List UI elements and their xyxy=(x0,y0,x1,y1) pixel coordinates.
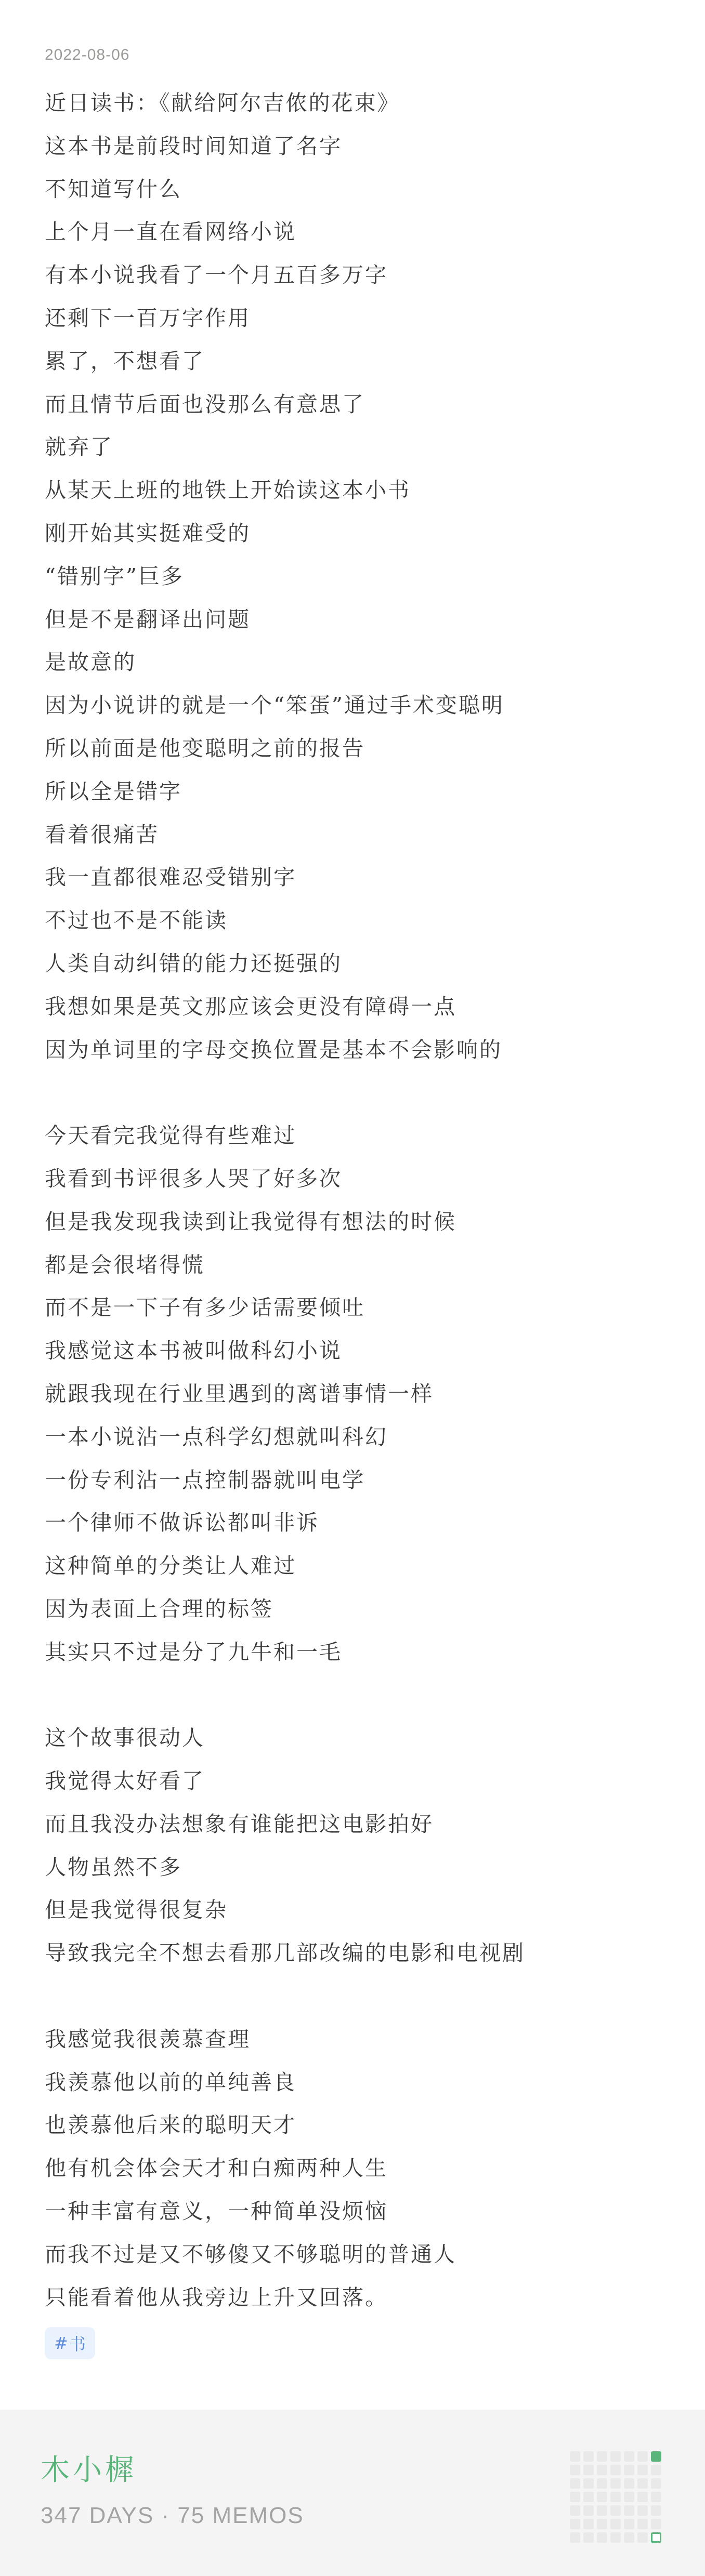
memo-line: 但是我觉得很复杂 xyxy=(45,1897,228,1923)
heatmap-cell xyxy=(637,2465,648,2475)
heatmap-cell xyxy=(583,2492,594,2502)
memo-line: 这个故事很动人 xyxy=(45,1725,205,1751)
memo-line: 我羡慕他以前的单纯善良 xyxy=(45,2069,296,2095)
memo-date: 2022-08-06 xyxy=(45,46,130,63)
memo-line: 不知道写什么 xyxy=(45,176,182,202)
memo-line: 我一直都很难忍受错别字 xyxy=(45,865,296,890)
heatmap-cell xyxy=(570,2465,580,2475)
memo-line: 而且情节后面也没那么有意思了 xyxy=(45,391,365,417)
memo-line xyxy=(45,1673,669,1716)
profile-footer xyxy=(0,2410,705,2576)
heatmap-cell xyxy=(597,2478,607,2489)
heatmap-cell xyxy=(624,2451,634,2462)
memo-line: 上个月一直在看网络小说 xyxy=(45,219,296,245)
memo-line: 有本小说我看了一个月五百多万字 xyxy=(45,262,388,288)
tag-hash: # xyxy=(54,2333,68,2353)
heatmap-cell xyxy=(637,2492,648,2502)
heatmap-cell xyxy=(651,2492,661,2502)
heatmap-cell xyxy=(624,2505,634,2516)
memo-line: 我想如果是英文那应该会更没有障碍一点 xyxy=(45,994,456,1019)
heatmap-cell xyxy=(597,2532,607,2543)
heatmap-cell xyxy=(597,2505,607,2516)
memo-line: 而不是一下子有多少话需要倾吐 xyxy=(45,1295,365,1320)
memo-line: 一份专利沾一点控制器就叫电学 xyxy=(45,1467,365,1492)
memo-line: 看着很痛苦 xyxy=(45,822,159,847)
heatmap-cell xyxy=(597,2465,607,2475)
heatmap-cell xyxy=(610,2478,621,2489)
memo-line: 也羡慕他后来的聪明天才 xyxy=(45,2112,296,2138)
memo-line: 这种简单的分类让人难过 xyxy=(45,1553,296,1579)
memo-content xyxy=(45,82,669,2319)
memo-line: 不过也不是不能读 xyxy=(45,908,228,933)
memo-line: 都是会很堵得慌 xyxy=(45,1252,205,1277)
heatmap-cell xyxy=(624,2532,634,2543)
memo-line: 刚开始其实挺难受的 xyxy=(45,520,251,546)
memo-line: 所以全是错字 xyxy=(45,778,182,804)
memo-line: 我感觉我很羡慕查理 xyxy=(45,2026,251,2052)
memo-line: 一个律师不做诉讼都叫非诉 xyxy=(45,1510,319,1536)
memo-line: 一本小说沾一点科学幻想就叫科幻 xyxy=(45,1424,388,1449)
memo-line: 他有机会体会天才和白痴两种人生 xyxy=(45,2156,388,2181)
heatmap-cell xyxy=(610,2532,621,2543)
memo-line: 就跟我现在行业里遇到的离谱事情一样 xyxy=(45,1381,434,1406)
memo-line: 所以前面是他变聪明之前的报告 xyxy=(45,735,365,761)
heatmap-cell xyxy=(610,2451,621,2462)
heatmap-cell xyxy=(651,2465,661,2475)
memo-line: 这本书是前段时间知道了名字 xyxy=(45,133,342,158)
heatmap-cell xyxy=(597,2492,607,2502)
memo-line: 但是不是翻译出问题 xyxy=(45,606,251,632)
memo-line: 其实只不过是分了九牛和一毛 xyxy=(45,1639,342,1665)
heatmap-cell xyxy=(651,2505,661,2516)
memo-line: 因为小说讲的就是一个“笨蛋”通过手术变聪明 xyxy=(45,693,504,718)
memo-line: 还剩下一百万字作用 xyxy=(45,305,251,331)
activity-heatmap xyxy=(570,2451,663,2545)
memo-line: 一种丰富有意义，一种简单没烦恼 xyxy=(45,2199,388,2224)
memo-line: 人类自动纠错的能力还挺强的 xyxy=(45,950,342,976)
memo-line: 只能看着他从我旁边上升又回落。 xyxy=(45,2284,388,2310)
heatmap-cell xyxy=(637,2478,648,2489)
heatmap-cell xyxy=(637,2505,648,2516)
heatmap-cell-today xyxy=(651,2532,661,2543)
heatmap-cell xyxy=(651,2478,661,2489)
user-name: 木小樨 xyxy=(41,2453,137,2487)
heatmap-cell xyxy=(624,2492,634,2502)
heatmap-cell xyxy=(597,2519,607,2529)
memo-line: 我看到书评很多人哭了好多次 xyxy=(45,1166,342,1191)
heatmap-cell xyxy=(597,2451,607,2462)
memo-line: 是故意的 xyxy=(45,650,136,675)
memo-line: 就弃了 xyxy=(45,434,113,460)
heatmap-cell xyxy=(637,2451,648,2462)
memo-line: 我感觉这本书被叫做科幻小说 xyxy=(45,1338,342,1364)
heatmap-cell xyxy=(583,2532,594,2543)
heatmap-cell xyxy=(610,2519,621,2529)
memo-line: 但是我发现我读到让我觉得有想法的时候 xyxy=(45,1209,456,1234)
memo-line: 人物虽然不多 xyxy=(45,1854,182,1880)
memo-line: 因为单词里的字母交换位置是基本不会影响的 xyxy=(45,1037,502,1062)
memo-line: “错别字”巨多 xyxy=(45,563,184,589)
heatmap-cell xyxy=(583,2451,594,2462)
heatmap-cell xyxy=(637,2519,648,2529)
heatmap-cell xyxy=(570,2492,580,2502)
heatmap-cell xyxy=(610,2505,621,2516)
memo-line: 而且我没办法想象有谁能把这电影拍好 xyxy=(45,1811,434,1837)
heatmap-cell xyxy=(583,2478,594,2489)
memo-line xyxy=(45,1975,669,2018)
tag-label: 书 xyxy=(69,2334,86,2354)
memo-line: 我觉得太好看了 xyxy=(45,1768,205,1794)
heatmap-cell xyxy=(583,2505,594,2516)
memo-line xyxy=(45,1071,669,1114)
memo-line: 而我不过是又不够傻又不够聪明的普通人 xyxy=(45,2241,456,2267)
heatmap-cell xyxy=(610,2465,621,2475)
heatmap-cell xyxy=(610,2492,621,2502)
heatmap-cell xyxy=(624,2478,634,2489)
heatmap-cell xyxy=(583,2519,594,2529)
memo-line: 累了，不想看了 xyxy=(45,348,205,374)
heatmap-cell xyxy=(651,2519,661,2529)
heatmap-cell xyxy=(624,2519,634,2529)
heatmap-cell xyxy=(570,2505,580,2516)
memo-line: 今天看完我觉得有些难过 xyxy=(45,1123,296,1148)
heatmap-cell xyxy=(651,2451,661,2462)
heatmap-cell xyxy=(624,2465,634,2475)
memo-line: 从某天上班的地铁上开始读这本小书 xyxy=(45,478,411,503)
memo-line: 近日读书：《献给阿尔吉侬的花束》 xyxy=(45,90,400,115)
heatmap-cell xyxy=(570,2478,580,2489)
heatmap-cell xyxy=(570,2532,580,2543)
memo-stats: 347 DAYS · 75 MEMOS xyxy=(41,2503,304,2528)
heatmap-cell xyxy=(570,2519,580,2529)
tag-book[interactable] xyxy=(45,2327,95,2359)
heatmap-cell xyxy=(570,2451,580,2462)
memo-line: 因为表面上合理的标签 xyxy=(45,1596,273,1621)
heatmap-cell xyxy=(583,2465,594,2475)
memo-line: 导致我完全不想去看那几部改编的电影和电视剧 xyxy=(45,1940,525,1966)
heatmap-cell xyxy=(637,2532,648,2543)
